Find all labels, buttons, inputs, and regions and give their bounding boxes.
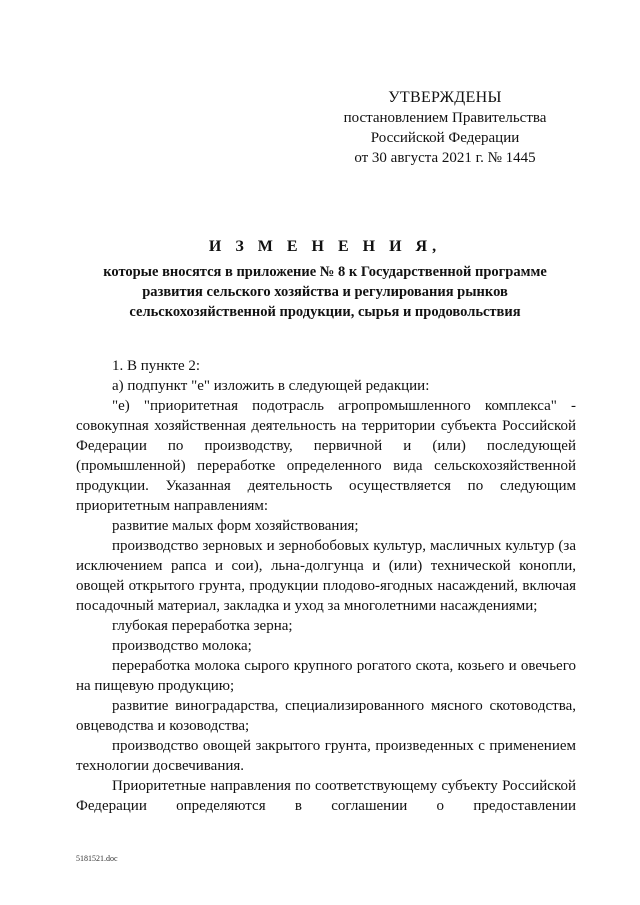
paragraph-2: а) подпункт "е" изложить в следующей редакции: [112, 378, 430, 394]
document-subtitle-1: которые вносятся в приложение № 8 к Государственной программе [103, 264, 547, 280]
paragraph-5: производство зерновых и зернобобовых культур, масличных культур (за исключением рапса и сои), льна-долгунца и (или) технической конопли, овощей открытого грунта, продукции плодово-ягодных насаждений, включая посадочный материал, закладка и уход за многолетними насаждениями; [76, 538, 576, 614]
paragraph-1: 1. В пункте 2: [112, 358, 201, 374]
paragraph-10: производство овощей закрытого грунта, произведенных с применением технологии досвечивания. [76, 738, 576, 774]
approval-line-2: Российской Федерации [370, 130, 520, 146]
paragraph-11: Приоритетные направления по соответствующему субъекту Российской Федерации определяются в соглашении о предоставлении [76, 778, 576, 814]
paragraph-7: производство молока; [112, 638, 252, 654]
paragraph-8: переработка молока сырого крупного рогатого скота, козьего и овечьего на пищевую продукцию; [76, 658, 576, 694]
paragraph-3: "е) "приоритетная подотрасль агропромышленного комплекса" - совокупная хозяйственная деятельность на территории субъекта Российской Федерации по производству, первичной и (или) последующей (промышленной) переработке определенного вида сельскохозяйственной продукции. Указанная деятельность осуществляется по следующим приоритетным направлениям: [76, 398, 576, 514]
approval-heading: УТВЕРЖДЕНЫ [388, 89, 502, 106]
file-name-footer: 5181521.doc [76, 854, 118, 863]
document-title: И З М Е Н Е Н И Я, [208, 238, 442, 255]
approval-line-3: от 30 августа 2021 г. № 1445 [354, 150, 536, 166]
paragraph-9: развитие виноградарства, специализированного мясного скотоводства, овцеводства и козоводства; [76, 698, 576, 734]
document-title-block [60, 238, 590, 322]
document-body [76, 356, 576, 816]
approval-line-1: постановлением Правительства [343, 110, 547, 126]
approval-stamp [330, 88, 560, 168]
paragraph-6: глубокая переработка зерна; [112, 618, 293, 634]
document-subtitle-2: развития сельского хозяйства и регулирования рынков [142, 284, 508, 300]
paragraph-4: развитие малых форм хозяйствования; [112, 518, 359, 534]
document-subtitle-3: сельскохозяйственной продукции, сырья и продовольствия [129, 304, 521, 320]
